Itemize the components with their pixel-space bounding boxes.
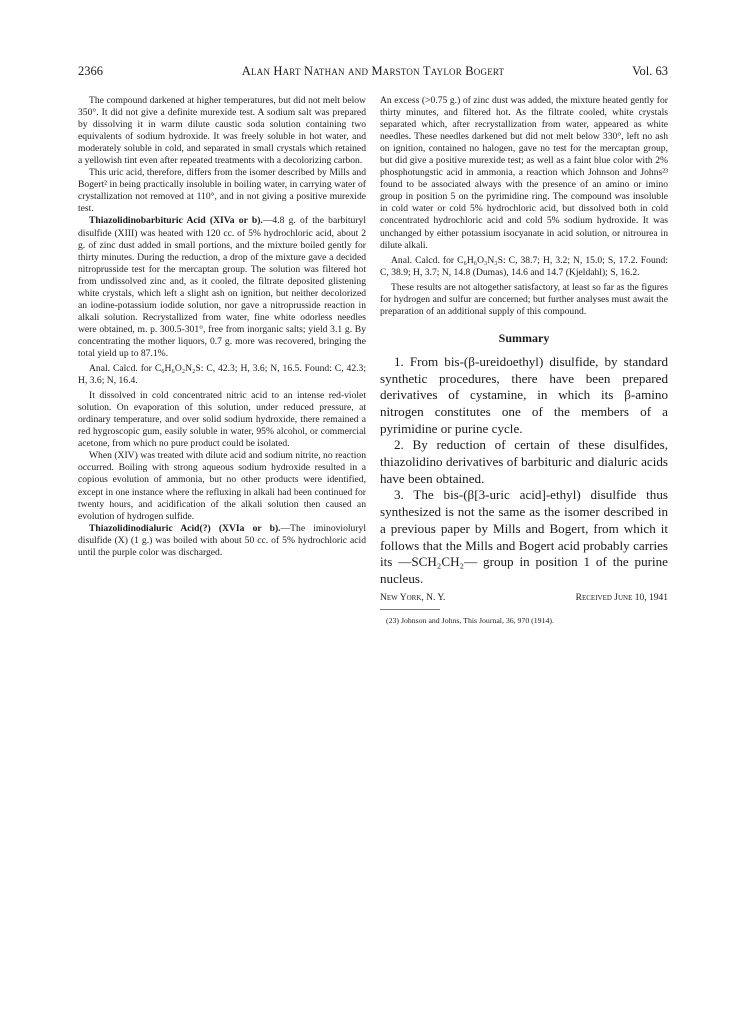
summary-heading: Summary — [498, 330, 550, 345]
section-heading: Thiazolidinodialuric Acid(?) (XVIa or b). — [89, 522, 281, 534]
summary-item: 2. By reduction of certain of these disulfides, thiazolidino derivatives of barbituric and dialuric acids have been obtained. — [380, 437, 668, 486]
summary-item: 1. From bis-(β-ureidoethyl) disulfide, by standard synthetic procedures, there have been prepared derivatives of cystamine, in which its β-amino nitrogen constitutes one of the members of a pyrimidine or purine cycle. — [380, 353, 668, 436]
analysis-line: Anal. Calcd. for C₆H₆O₂N₂S: C, 42.3; H, 3.6; N, 16.5. Found: C, 42.3; H, 3.6; N, 16.4. — [78, 363, 366, 387]
right-column — [380, 95, 668, 626]
place-label: New York, N. Y. — [380, 592, 446, 603]
running-head: Alan Hart Nathan and Marston Taylor Bogert — [241, 64, 505, 78]
paragraph — [78, 215, 366, 360]
paragraph: The compound darkened at higher temperatures, but did not melt below 350°. It did not give a definite murexide test. A sodium salt was prepared by dissolving it in warm dilute caustic soda solution containing two equivalents of sodium hydroxide. It was freely soluble in hot water, and moderately soluble in cold, and separated in small crystals which retained a yellowish tint even after repeated treatments with a decolorizing carbon. — [78, 95, 366, 167]
received-date: Received June 10, 1941 — [575, 592, 668, 603]
paragraph — [78, 523, 366, 559]
paragraph-text: —4.8 g. of the barbituryl disulfide (XIII) was heated with 120 cc. of 5% hydrochloric acid, about 2 g. of zinc dust added in small portions, and the mixture boiled gently for thirty minutes. During the reduction, a drop of the mixture gave a decided nitroprusside test for the mercaptan group. The solution was filtered hot from undissolved zinc and, as it cooled, the filtrate deposited glistening white crystals, which left a slight ash on ignition, but neither decolorized an iodine-potassium iodide solution, nor gave a nitroprusside reaction in alkali solution. Recrystallized from water, fine white odorless needles were obtained, m. p. 300.5-301°, free from inorganic salts; yield 3.1 g. By concentrating the mother liquors, 0.7 g. more was recovered, bringing the total yield up to 87.1%. — [78, 215, 366, 359]
volume-label: Vol. 63 — [632, 64, 668, 78]
page-number: 2366 — [78, 64, 103, 78]
paragraph: These results are not altogether satisfactory, at least so far as the figures for hydrogen and sulfur are concerned; but further analyses must await the preparation of an additional supply of this compound. — [380, 281, 668, 317]
paragraph: This uric acid, therefore, differs from the isomer described by Mills and Bogert² in being practically insoluble in boiling water, in carrying water of crystallization not removed at 110°, and in not giving a positive murexide test. — [78, 167, 366, 215]
page-header — [78, 64, 668, 84]
section-heading: Thiazolidinobarbituric Acid (XIVa or b). — [89, 215, 263, 227]
summary-item: 3. The bis-(β[3-uric acid]-ethyl) disulfide thus synthesized is not the same as the isomer described in a previous paper by Mills and Bogert, from which it follows that the Mills and Bogert acid probably carries its —SCH₂CH₂— group in position 1 of the purine nucleus. — [380, 487, 668, 586]
paragraph: When (XIV) was treated with dilute acid and sodium nitrite, no reaction occurred. Boiling with strong aqueous sodium hydroxide resulted in a copious evolution of ammonia, but no other products were identified, except in one instance where the refluxing in alkali had been continued for twenty hours, and acidification of the alkali solution then caused an evolution of hydrogen sulfide. — [78, 450, 366, 522]
footnote-rule — [380, 609, 440, 610]
analysis-line: Anal. Calcd. for C₆H₆O₃N₃S: C, 38.7; H, 3.2; N, 15.0; S, 17.2. Found: C, 38.9; H, 3.7; N, 14.8 (Dumas), 14.6 and 14.7 (Kjeldahl); S, 16.2. — [380, 254, 668, 278]
paragraph: It dissolved in cold concentrated nitric acid to an intense red-violet solution. On evaporation of this solution, under reduced pressure, at ordinary temperature, and over solid sodium hydroxide, there remained a red hygroscopic gum, easily soluble in water, 95% alcohol, or commercial acetone, from which no pure product could be isolated. — [78, 390, 366, 450]
paragraph: An excess (>0.75 g.) of zinc dust was added, the mixture heated gently for thirty minutes, and filtered hot. As the filtrate cooled, white crystals separated which, after recrystallization from water, appeared as white needles. These needles darkened but did not melt below 330°, left no ash on ignition, contained no halogen, gave no test for the mercaptan group, but did give a positive murexide test; as well as a faint blue color with 2% phosphotungstic acid in ammonia, a reaction which Johnson and Johns²³ found to be associated always with the presence of an amino or imino group in position 5 on the pyrimidine ring. The compound was insoluble in cold water or cold 5% hydrochloric acid, but dissolved both in cold concentrated hydrochloric acid and cold 5% sodium hydroxide. It was unchanged by either potassium isocyanate in acid solution, or nitrourea in dilute alkali. — [380, 95, 668, 251]
paragraph-text: —The iminovioluryl disulfide (X) (1 g.) was boiled with about 50 cc. of 5% hydrochloric acid until the purple color was discharged. — [78, 522, 366, 558]
signature-line — [380, 593, 668, 607]
footnote: (23) Johnson and Johns, This Journal, 36, 970 (1914). — [386, 615, 554, 625]
left-column — [78, 95, 366, 559]
